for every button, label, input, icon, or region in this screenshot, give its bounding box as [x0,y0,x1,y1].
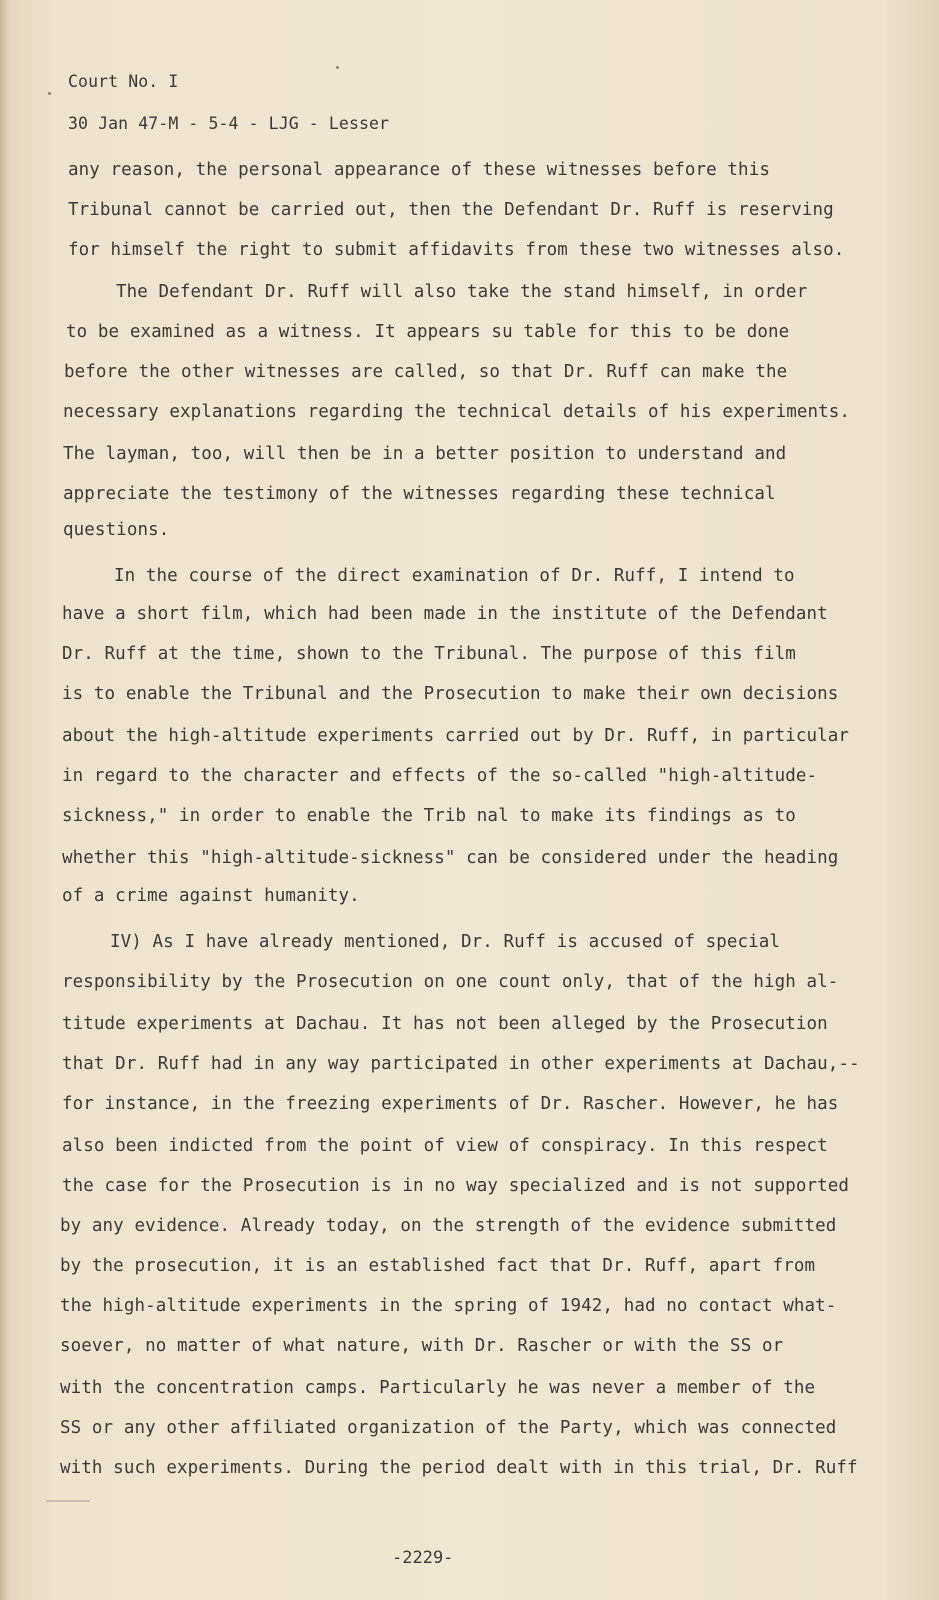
body-line: that Dr. Ruff had in any way participated in other experiments at Dachau,-- [62,1054,860,1074]
body-line: titude experiments at Dachau. It has not been alleged by the Prosecution [62,1014,828,1034]
body-line: Dr. Ruff at the time, shown to the Tribunal. The purpose of this film [62,644,796,664]
body-line: with such experiments. During the period dealt with in this trial, Dr. Ruff [60,1458,858,1478]
body-line: for instance, in the freezing experiments of Dr. Rascher. However, he has [62,1094,839,1114]
faint-ink-mark [46,1500,90,1502]
ink-speck [48,92,51,95]
body-line: sickness," in order to enable the Trib nal to make its findings as to [62,806,796,826]
body-line: of a crime against humanity. [62,886,360,906]
body-line: by any evidence. Already today, on the strength of the evidence submitted [60,1216,837,1236]
body-line: the case for the Prosecution is in no way specialized and is not supported [62,1176,850,1196]
body-line: for himself the right to submit affidavits from these two witnesses also. [68,240,845,260]
body-line: responsibility by the Prosecution on one count only, that of the high al- [62,972,839,992]
body-line: the high-altitude experiments in the spring of 1942, had no contact what- [60,1296,837,1316]
body-line: The Defendant Dr. Ruff will also take the stand himself, in order [116,282,808,302]
body-line: In the course of the direct examination of Dr. Ruff, I intend to [114,566,795,586]
session-heading: 30 Jan 47-M - 5-4 - LJG - Lesser [68,114,390,133]
body-line: necessary explanations regarding the technical details of his experiments. [63,402,851,422]
page-number: -2229- [392,1548,454,1568]
court-heading: Court No. I [68,72,179,91]
body-line: appreciate the testimony of the witnesses regarding these technical [63,484,776,504]
body-line: soever, no matter of what nature, with Dr. Rascher or with the SS or [60,1336,784,1356]
body-line: by the prosecution, it is an established fact that Dr. Ruff, apart from [60,1256,816,1276]
ink-speck [336,66,339,69]
body-line: SS or any other affiliated organization of the Party, which was connected [60,1418,837,1438]
body-line: questions. [63,520,170,540]
body-line: with the concentration camps. Particularly he was never a member of the [60,1378,816,1398]
body-line: The layman, too, will then be in a better position to understand and [63,444,787,464]
body-line: before the other witnesses are called, so that Dr. Ruff can make the [64,362,788,382]
body-line: IV) As I have already mentioned, Dr. Ruff is accused of special [110,932,781,952]
body-line: to be examined as a witness. It appears su table for this to be done [66,322,790,342]
body-line: Tribunal cannot be carried out, then the Defendant Dr. Ruff is reserving [68,200,834,220]
page-edge-shadow [0,0,10,1600]
body-line: is to enable the Tribunal and the Prosecution to make their own decisions [62,684,839,704]
body-line: whether this "high-altitude-sickness" can be considered under the heading [62,848,839,868]
body-line: about the high-altitude experiments carried out by Dr. Ruff, in particular [62,726,850,746]
body-line: any reason, the personal appearance of these witnesses before this [68,160,770,180]
body-line: have a short film, which had been made in the institute of the Defendant [62,604,828,624]
body-line: also been indicted from the point of view of conspiracy. In this respect [62,1136,828,1156]
body-line: in regard to the character and effects of the so-called "high-altitude- [62,766,818,786]
